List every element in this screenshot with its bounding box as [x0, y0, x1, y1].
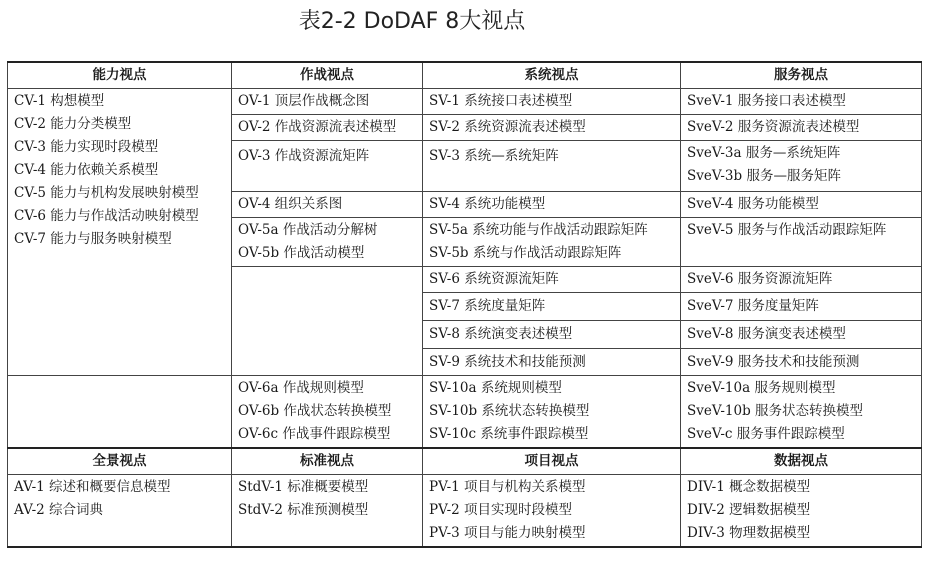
header-capability: 能力视点 — [8, 62, 232, 89]
table-cell — [423, 218, 681, 267]
table-cell — [423, 475, 681, 548]
dodaf-viewpoints-table — [7, 61, 922, 548]
list-item: CV-3 能力实现时段模型 — [14, 139, 159, 155]
table-cell: SveV-4 服务功能模型 — [681, 192, 922, 218]
table-cell — [681, 376, 922, 449]
list-item: CV-4 能力依赖关系模型 — [14, 162, 159, 178]
list-item: PV-3 项目与能力映射模型 — [429, 525, 586, 541]
table-cell: SV-1 系统接口表述模型 — [423, 89, 681, 115]
list-item: SV-9 系统技术和技能预测 — [429, 354, 586, 370]
list-item: SveV-3b 服务—服务矩阵 — [687, 168, 841, 184]
list-item: SveV-6 服务资源流矩阵 — [681, 267, 921, 293]
list-item: OV-5b 作战活动模型 — [238, 245, 365, 261]
list-item: OV-6a 作战规则模型 — [238, 380, 364, 396]
list-item: StdV-2 标准预测模型 — [238, 502, 369, 518]
table-cell — [423, 267, 681, 376]
table-cell — [681, 141, 922, 192]
page-title: 表2-2 DoDAF 8大视点 — [298, 9, 526, 34]
table-cell: OV-3 作战资源流矩阵 — [232, 141, 423, 192]
table-cell: SV-3 系统—系统矩阵 — [423, 141, 681, 192]
header-systems: 系统视点 — [423, 62, 681, 89]
list-item: OV-5a 作战活动分解树 — [238, 222, 378, 238]
list-item: StdV-1 标准概要模型 — [238, 479, 369, 495]
table-cell — [232, 475, 423, 548]
table-cell: OV-4 组织关系图 — [232, 192, 423, 218]
list-item: DIV-1 概念数据模型 — [687, 479, 811, 495]
table-cell: SveV-1 服务接口表述模型 — [681, 89, 922, 115]
list-item: SveV-10a 服务规则模型 — [687, 380, 836, 396]
table-cell: OV-2 作战资源流表述模型 — [232, 115, 423, 141]
header-project: 项目视点 — [423, 448, 681, 475]
list-item: SV-10b 系统状态转换模型 — [429, 403, 590, 419]
table-cell — [681, 475, 922, 548]
list-item: SV-10a 系统规则模型 — [429, 380, 562, 396]
header-standards: 标准视点 — [232, 448, 423, 475]
list-item: SveV-9 服务技术和技能预测 — [687, 354, 860, 370]
list-item: DIV-2 逻辑数据模型 — [687, 502, 811, 518]
table-cell: OV-1 顶层作战概念图 — [232, 89, 423, 115]
header-all-viewpoint: 全景视点 — [8, 448, 232, 475]
list-item: CV-2 能力分类模型 — [14, 116, 132, 132]
header-services: 服务视点 — [681, 62, 922, 89]
list-item: CV-7 能力与服务映射模型 — [14, 231, 172, 247]
capability-cell — [8, 89, 232, 376]
list-item: PV-1 项目与机构关系模型 — [429, 479, 586, 495]
empty-cell — [232, 267, 423, 376]
list-item: SV-5a 系统功能与作战活动跟踪矩阵 — [429, 222, 648, 238]
empty-cell — [8, 376, 232, 449]
list-item: PV-2 项目实现时段模型 — [429, 502, 573, 518]
list-item: AV-2 综合词典 — [14, 502, 104, 518]
list-item: SV-5b 系统与作战活动跟踪矩阵 — [429, 245, 622, 261]
header-operational: 作战视点 — [232, 62, 423, 89]
table-cell — [681, 267, 922, 376]
list-item: CV-5 能力与机构发展映射模型 — [14, 185, 199, 201]
list-item: OV-6b 作战状态转换模型 — [238, 403, 392, 419]
list-item: SveV-7 服务度量矩阵 — [681, 293, 921, 321]
list-item: CV-1 构想模型 — [14, 93, 105, 109]
list-item: SveV-3a 服务—系统矩阵 — [687, 145, 841, 161]
table-cell: SveV-5 服务与作战活动跟踪矩阵 — [681, 218, 922, 267]
list-item: AV-1 综述和概要信息模型 — [14, 479, 171, 495]
list-item: SveV-10b 服务状态转换模型 — [687, 403, 864, 419]
list-item: SV-8 系统演变表述模型 — [423, 321, 680, 349]
header-data: 数据视点 — [681, 448, 922, 475]
table-cell — [232, 218, 423, 267]
list-item: SV-10c 系统事件跟踪模型 — [429, 426, 589, 442]
table-cell: SV-2 系统资源流表述模型 — [423, 115, 681, 141]
list-item: DIV-3 物理数据模型 — [687, 525, 811, 541]
list-item: SV-7 系统度量矩阵 — [423, 293, 680, 321]
table-cell — [8, 475, 232, 548]
table-cell: SV-4 系统功能模型 — [423, 192, 681, 218]
list-item: SV-6 系统资源流矩阵 — [423, 267, 680, 293]
list-item: OV-6c 作战事件跟踪模型 — [238, 426, 391, 442]
list-item: SveV-8 服务演变表述模型 — [681, 321, 921, 349]
table-cell: SveV-2 服务资源流表述模型 — [681, 115, 922, 141]
list-item: CV-6 能力与作战活动映射模型 — [14, 208, 199, 224]
table-cell — [232, 376, 423, 449]
table-cell — [423, 376, 681, 449]
list-item: SveV-c 服务事件跟踪模型 — [687, 426, 845, 442]
